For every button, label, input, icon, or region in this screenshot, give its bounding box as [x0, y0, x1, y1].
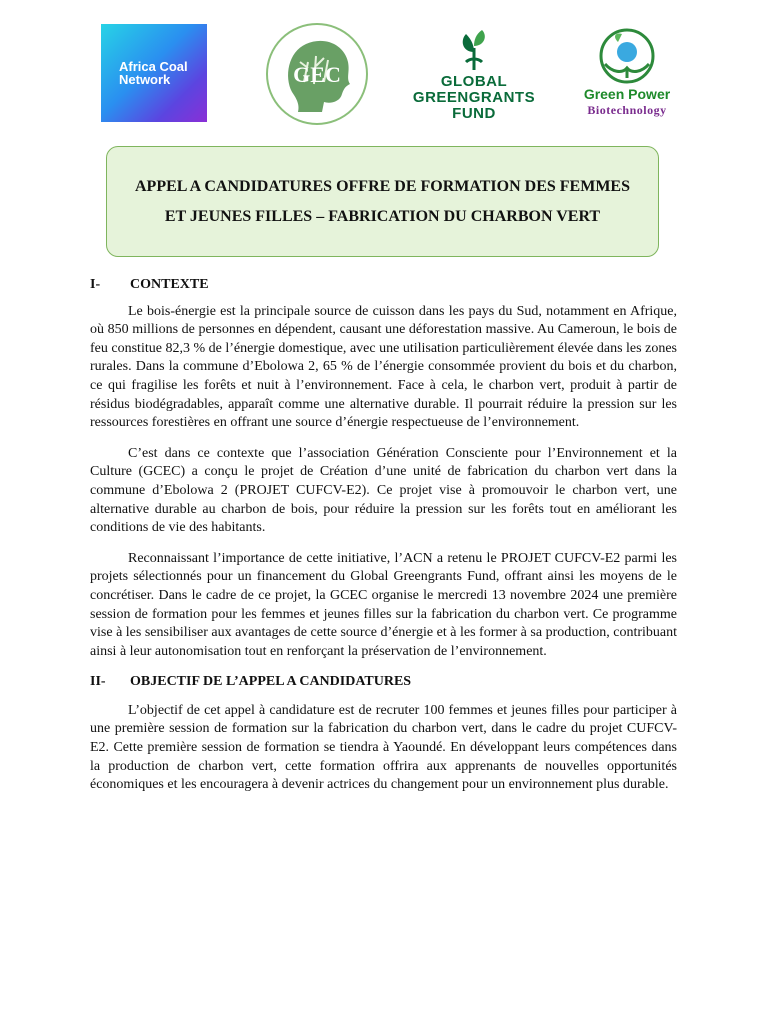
section-number: I- [90, 277, 101, 292]
document-body [90, 276, 677, 807]
title-box [106, 146, 659, 257]
section-heading-objectif [90, 673, 677, 692]
ggf-logo-text [412, 74, 536, 122]
gcec-logo [264, 22, 370, 126]
paragraph: Reconnaissant l’importance de cette initiative, l’ACN a retenu le PROJET CUFCV-E2 parmi les projets sélectionnés pour un financement du Global Greengrants Fund, offrant ainsi les moyens de le concrétiser. Dans le cadre de ce projet, la GCEC organise le mercredi 13 novembre 2024 une première session de formation pour les femmes et jeunes filles sur la fabrication du charbon vert. Ce programme vise à les sensibiliser aux avantages de cette source d’énergie et à les former à sa production, contribuant ainsi à leur autonomisation tout en renforçant la préservation de l’environnement. [90, 550, 677, 659]
section-number: II- [90, 674, 106, 690]
logo-bar [0, 0, 768, 135]
global-greengrants-fund-logo [412, 26, 536, 126]
paragraph: C’est dans ce contexte que l’association Génération Consciente pour l’Environnement et la Culture (GCEC) a conçu le projet de Création d’une unité de fabrication du charbon vert dans la commune d’Ebolowa 2 (PROJET CUFCV-E2). Ce projet vise à promouvoir le charbon vert, une alternative durable au charbon de bois, pour réduire la pression sur les forêts tout en améliorant les conditions de vie des habitants. [90, 445, 677, 536]
green-power-logo [572, 28, 682, 122]
ggf-line-3: FUND [452, 105, 496, 122]
gcec-letters: GEC [293, 62, 341, 87]
section-title: CONTEXTE [130, 277, 209, 292]
green-power-subtitle: Biotechnology [587, 103, 667, 117]
document-title: APPEL A CANDIDATURES OFFRE DE FORMATION DES FEMMES ET JEUNES FILLES – FABRICATION DU CHARBON VERT [135, 177, 630, 225]
sprout-icon [412, 26, 536, 72]
green-power-name: Green Power [583, 86, 671, 102]
gcec-emblem-icon [264, 22, 370, 126]
acn-logo-text: Africa Coal Network [119, 59, 188, 87]
section-heading-contexte [90, 276, 677, 295]
paragraph: L’objectif de cet appel à candidature est de recruter 100 femmes et jeunes filles pour participer à une première session de formation sur la fabrication du charbon vert, dans le cadre du projet CUFCV-E2. Cette première session de formation se tiendra à Yaoundé. En développant leurs compétences dans la production de charbon vert, cette formation offrira aux apprenants de nouvelles opportunités économiques et les encouragera à devenir actrices du changement pour un environnement plus durable. [90, 702, 677, 793]
ggf-line-2: GREENGRANTS [412, 89, 536, 106]
green-power-emblem-icon [572, 28, 682, 86]
ggf-line-1: GLOBAL [440, 73, 508, 90]
section-title: OBJECTIF DE L’APPEL A CANDIDATURES [130, 674, 412, 690]
africa-coal-network-logo [101, 24, 207, 122]
paragraph: Le bois-énergie est la principale source de cuisson dans les pays du Sud, notamment en Afrique, où 850 millions de personnes en dépendent, causant une déforestation massive. Au Cameroun, le bois de feu constitue 82,3 % de l’énergie domestique, avec une utilisation particulièrement élevée dans les zones rurales. Dans la commune d’Ebolowa 2, 65 % de l’énergie consommée provient du bois et du charbon, ce qui fragilise les forêts et nuit à l’environnement. Face à cela, le charbon vert, produit à partir de résidus biodégradables, apparaît comme une alternative durable. Il pourrait réduire la pression sur les ressources forestières en offrant une source d’énergie respectueuse de l’environnement. [90, 303, 677, 431]
